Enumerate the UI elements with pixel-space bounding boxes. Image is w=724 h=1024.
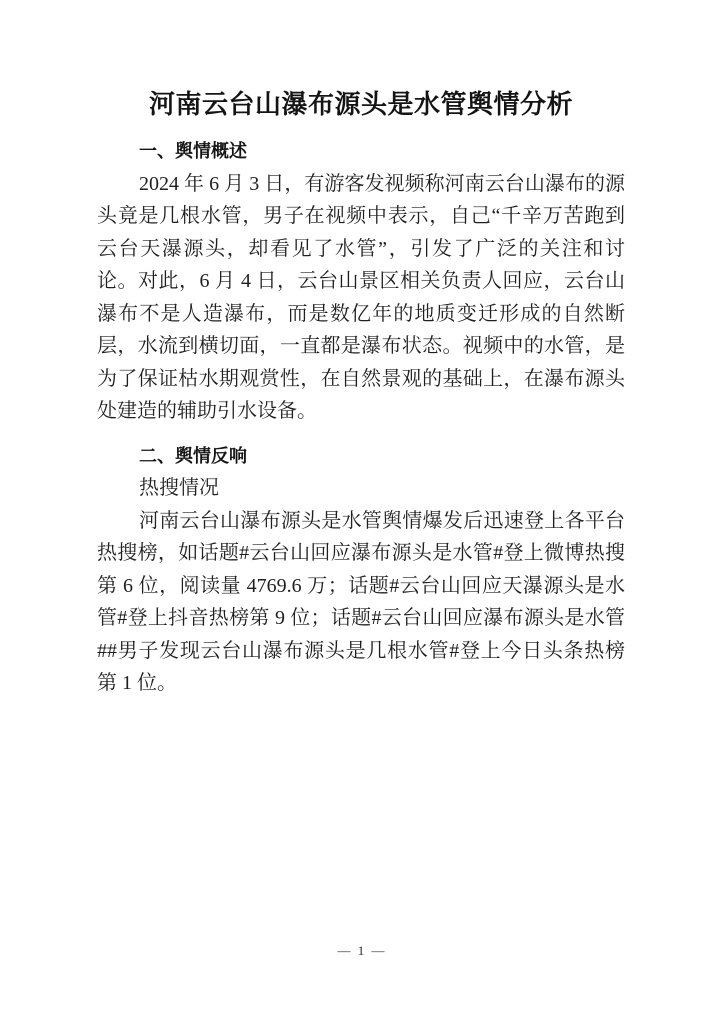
overview-paragraph: 2024 年 6 月 3 日，有游客发视频称河南云台山瀑布的源头竟是几根水管，男子在视频中表示，自己“千辛万苦跑到云台天瀑源头，却看见了水管”，引发了广泛的关注和讨论。对此，6 月 4 日，云台山景区相关负责人回应，云台山瀑布不是人造瀑布，而是数亿年的地质变迁形成的自然断层，水流到横切面，一直都是瀑布状态。视频中的水管，是为了保证枯水期观赏性，在自然景观的基础上，在瀑布源头处建造的辅助引水设备。 [97,172,625,422]
section-heading-overview: 一、舆情概述 [139,141,247,161]
section-heading-reaction: 二、舆情反响 [139,445,247,466]
document-title: 河南云台山瀑布源头是水管舆情分析 [148,90,573,119]
document-content [97,86,625,700]
hot-search-paragraph: 河南云台山瀑布源头是水管舆情爆发后迅速登上各平台热搜榜，如话题#云台山回应瀑布源头是水管#登上微博热搜第 6 位，阅读量 4769.6 万；话题#云台山回应天瀑源头是水管#登上抖音热榜第 9 位；话题#云台山回应瀑布源头是水管##男子发现云台山瀑布源头是几根水管#登上今日头条热榜第 1 位。 [97,509,625,694]
page-number: — 1 — [337,943,387,958]
hot-search-sublabel: 热搜情况 [139,477,219,499]
